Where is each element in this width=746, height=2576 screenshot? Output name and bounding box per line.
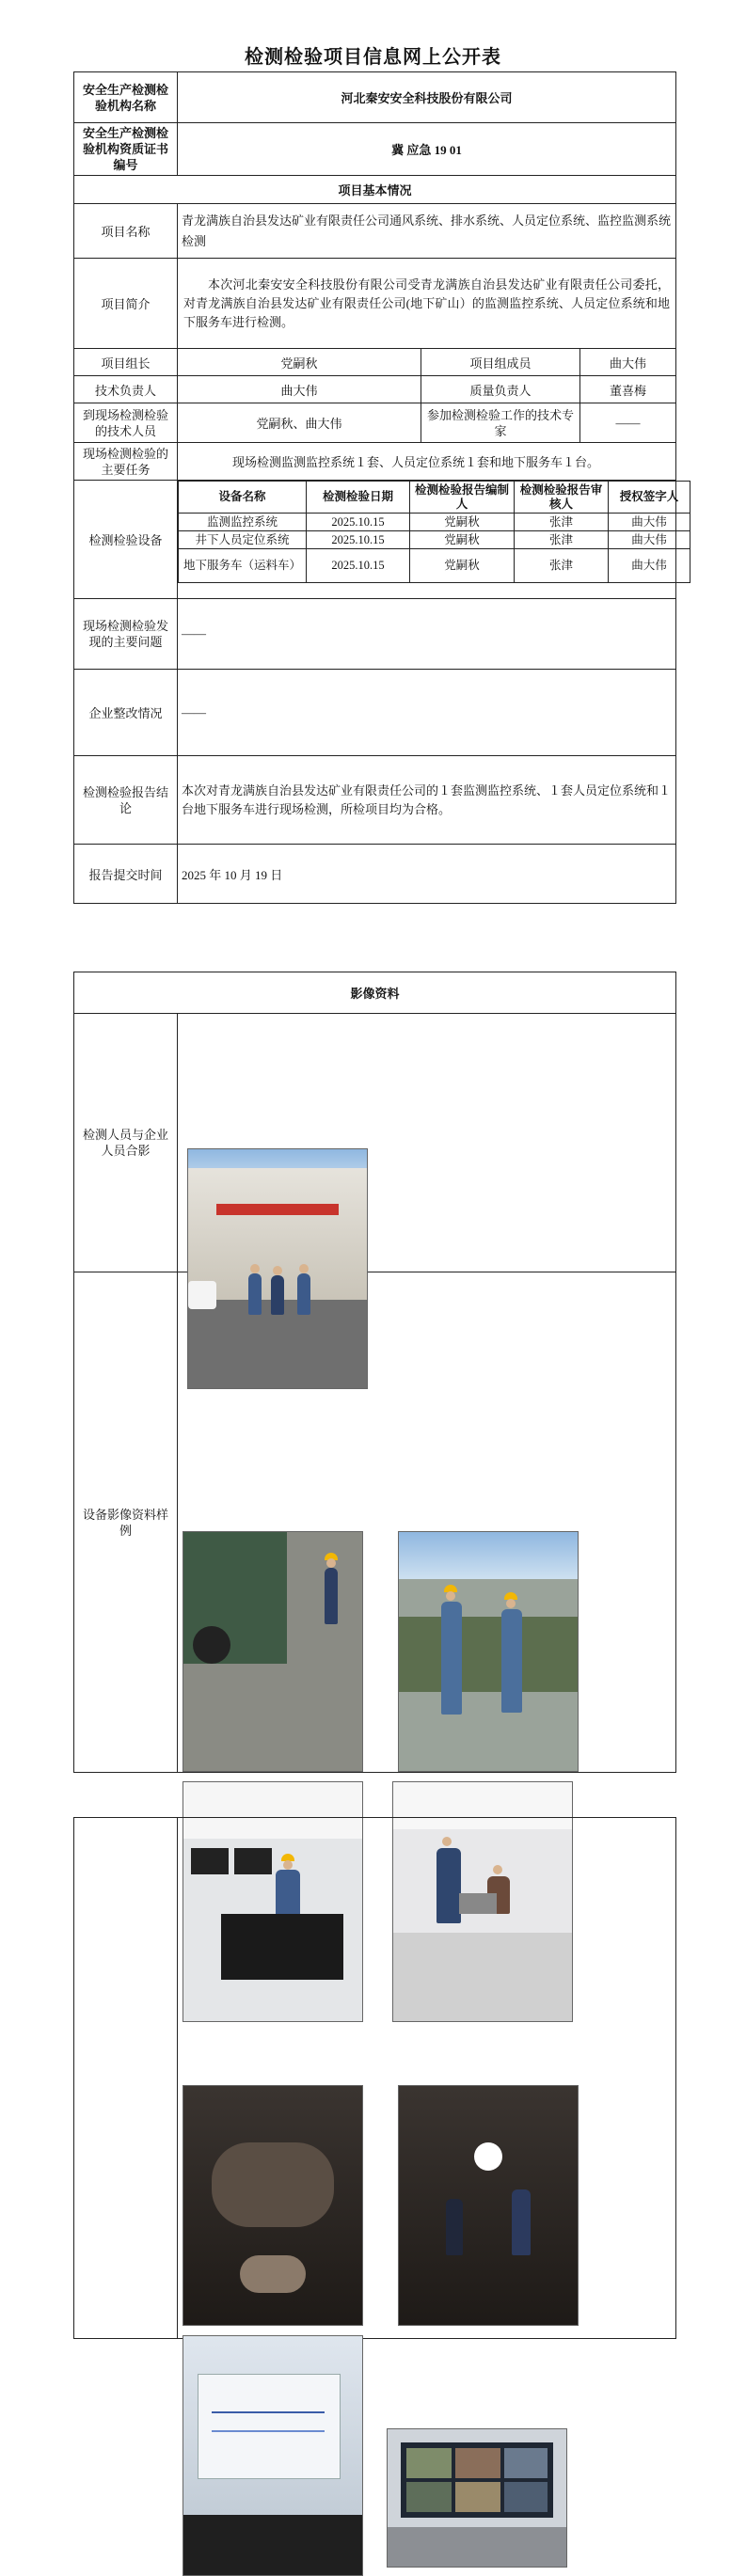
rectify-label: 企业整改情况 [74,670,178,756]
org-name: 河北秦安安全科技股份有限公司 [178,72,676,123]
report-date: 2025 年 10 月 19 日 [178,845,676,904]
equipment-cell-author: 党嗣秋 [410,531,515,549]
site-photos-cell [178,1818,676,2339]
rectify: —— [178,670,676,756]
equipment-cell-signer: 曲大伟 [609,531,690,549]
equipment-cell-signer: 曲大伟 [609,514,690,531]
issues: —— [178,599,676,670]
equipment-header: 授权签字人 [609,482,690,514]
group-photo-label: 检测人员与企业人员合影 [74,1014,178,1272]
equipment-photo-vehicle [183,1531,363,1772]
leader: 党嗣秋 [178,349,421,376]
tech-lead: 曲大伟 [178,376,421,403]
site-photo-tunnel-1 [183,2085,363,2326]
cert-number: 冀 应急 19 01 [178,123,676,176]
equipment-cell-reviewer: 张津 [515,531,609,549]
equipment-label: 检测检验设备 [74,481,178,599]
members-label: 项目组成员 [421,349,580,376]
project-name: 青龙满族自治县发达矿业有限责任公司通风系统、排水系统、人员定位系统、监控监测系统检测 [178,204,676,259]
table-row [179,531,690,549]
equipment-header: 检测检验报告审核人 [515,482,609,514]
project-name-label: 项目名称 [74,204,178,259]
members: 曲大伟 [580,349,676,376]
onsite-staff-label: 到现场检测检验的技术人员 [74,403,178,443]
site-photo-monitor-chart [183,2335,363,2576]
project-info-table [73,71,679,904]
conclusion: 本次对青龙满族自治县发达矿业有限责任公司的１套监测监控系统、１套人员定位系统和１台地下服务车进行现场检测，所检项目均为合格。 [178,756,676,845]
table-row [179,514,690,531]
site-photo-monitor-wall [387,2428,567,2568]
tasks-label: 现场检测检验的主要任务 [74,443,178,481]
image-table [73,972,676,1773]
equipment-cell-signer: 曲大伟 [609,549,690,583]
group-photo [187,1148,368,1389]
equipment-cell-author: 党嗣秋 [410,549,515,583]
equipment-header: 检测检验日期 [307,482,410,514]
equipment-cell-date: 2025.10.15 [307,531,410,549]
quality-lead: 董喜梅 [580,376,676,403]
experts-label: 参加检测检验工作的技术专家 [421,403,580,443]
equipment-cell-name: 监测监控系统 [179,514,307,531]
equipment-photo-inspectors [398,1531,579,1772]
equipment-cell-author: 党嗣秋 [410,514,515,531]
group-photo-cell [178,1014,676,1272]
project-intro-label: 项目简介 [74,259,178,349]
table-row [179,549,690,583]
equipment-header: 检测检验报告编制人 [410,482,515,514]
page-title: 检测检验项目信息网上公开表 [245,47,501,68]
tasks: 现场检测监测监控系统１套、人员定位系统１套和地下服务车１台。 [178,443,676,481]
equipment-table [178,481,690,583]
project-section-title: 项目基本情况 [74,176,676,204]
project-intro: 本次河北秦安安全科技股份有限公司受青龙满族自治县发达矿业有限责任公司委托，对青龙满族自治县发达矿业有限责任公司(地下矿山）的监测监控系统、人员定位系统和地下服务车进行检测。 [178,259,676,349]
image-section-title: 影像资料 [74,972,676,1014]
equipment-photo-label: 设备影像资料样例 [74,1272,178,1773]
conclusion-label: 检测检验报告结论 [74,756,178,845]
equipment-cell-reviewer: 张津 [515,514,609,531]
equipment-cell-reviewer: 张津 [515,549,609,583]
report-date-label: 报告提交时间 [74,845,178,904]
quality-lead-label: 质量负责人 [421,376,580,403]
org-name-label: 安全生产检测检验机构名称 [74,72,178,123]
equipment-header: 设备名称 [179,482,307,514]
onsite-staff: 党嗣秋、曲大伟 [178,403,421,443]
issues-label: 现场检测检验发现的主要问题 [74,599,178,670]
cert-label: 安全生产检测检验机构资质证书编号 [74,123,178,176]
equipment-cell-date: 2025.10.15 [307,514,410,531]
equipment-cell [178,481,679,599]
empty-label-cell [74,1818,178,2339]
equipment-cell-date: 2025.10.15 [307,549,410,583]
tech-lead-label: 技术负责人 [74,376,178,403]
equipment-cell-name: 地下服务车（运料车） [179,549,307,583]
site-photo-tunnel-2 [398,2085,579,2326]
image-table-continued [73,1817,676,2339]
leader-label: 项目组长 [74,349,178,376]
experts: —— [580,403,676,443]
equipment-cell-name: 井下人员定位系统 [179,531,307,549]
